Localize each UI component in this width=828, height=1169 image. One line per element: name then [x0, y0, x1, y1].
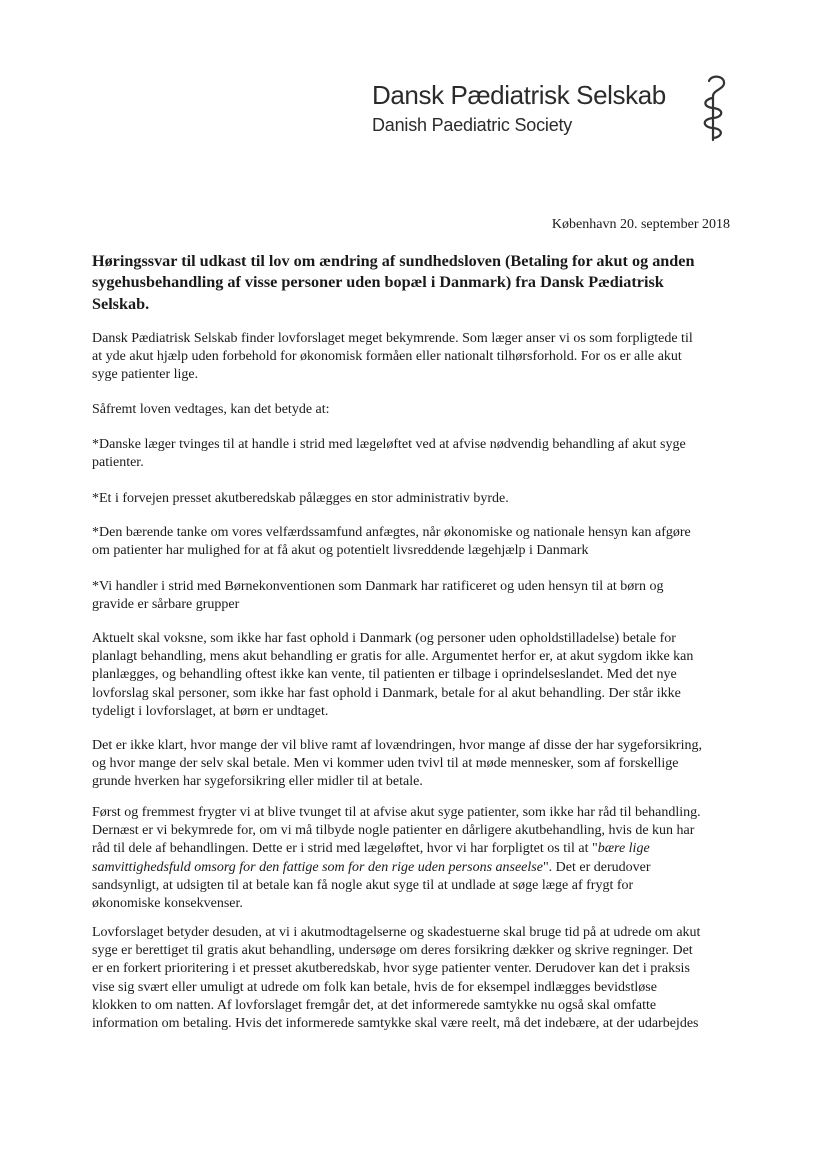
- logo-name: Dansk Pædiatrisk Selskab: [372, 80, 666, 110]
- text-line: sandsynligt, at udsigten til at betale kan få nogle akut syge til at undlade at søge læge af frygt for: [92, 877, 634, 893]
- text-line: information om betaling. Hvis det informerede samtykke skal være reelt, må det indebære, at der udarbejdes: [92, 1016, 699, 1032]
- text-line: planlægges, og behandling oftest ikke kan vente, til patienten er tilbage i oprindelseslandet. Med det nye: [92, 667, 677, 683]
- text-line: klokken to om natten. Af lovforslaget fremgår det, at det informerede samtykke nu også skal omfatte: [92, 997, 657, 1013]
- text-line: Aktuelt skal voksne, som ikke har fast ophold i Danmark (og personer uden opholdstilladelse) betale for: [92, 631, 676, 646]
- text-line: syge er berettiget til gratis akut behandling, undersøge om deres forsikring dækker og skrive regninger. Det: [92, 943, 693, 959]
- bullet-welfare-society: [92, 524, 742, 560]
- bullet-doctors-forced: [92, 436, 742, 472]
- text-line: gravide er sårbare grupper: [92, 597, 240, 613]
- text-line: Det er ikke klart, hvor mange der vil blive ramt af lovændringen, hvor mange af disse der har sygeforsikring,: [92, 738, 702, 753]
- text-line: *Et i forvejen presset akutberedskab pålægges en stor administrativ byrde.: [92, 491, 509, 506]
- text-segment: råd til dele af behandlingen. Dette er i strid med lægeløftet, hvor vi har forpligtet os til at ": [92, 841, 598, 857]
- text-line: [92, 859, 742, 877]
- quote-text: samvittighedsfuld omsorg for den fattige som for den rige uden persons anseelse: [92, 859, 543, 875]
- society-logo: [372, 74, 732, 144]
- text-line: *Den bærende tanke om vores velfærdssamfund anfægtes, når økonomiske og nationale hensyn kan afgøre: [92, 525, 691, 540]
- bullet-childrens-convention: [92, 578, 742, 614]
- letter-heading: Høringssvar til udkast til lov om ændring af sundhedsloven (Betaling for akut og anden sygehusbehandling af visse personer uden bopæl i Danmark) fra Dansk Pædiatrisk Selskab.: [92, 252, 695, 313]
- text-line: *Danske læger tvinges til at handle i strid med lægeløftet ved at afvise nødvendig behandling af akut syge: [92, 437, 686, 452]
- paragraph-current-rules: [92, 630, 742, 721]
- text-line: og hvor mange der selv skal betale. Men vi kommer uden tvivl til at møde mennesker, som af forskellige: [92, 756, 679, 772]
- text-line: at yde akut hjælp uden forbehold for økonomisk formåen eller nationalt tilhørsforhold. For os er alle akut: [92, 349, 682, 365]
- text-line: Såfremt loven vedtages, kan det betyde at:: [92, 402, 330, 417]
- paragraph-concerns: [92, 804, 742, 913]
- text-line: Dernæst er vi bekymrede for, om vi må tilbyde nogle patienter en dårligere akutbehandling, hvis de kun har: [92, 823, 695, 839]
- paragraph-intro: [92, 330, 742, 385]
- text-line: Dansk Pædiatrisk Selskab finder lovforslaget meget bekymrende. Som læger anser vi os som forpligtede til: [92, 331, 693, 346]
- text-line: grunde hverken har sygeforsikring eller midler til at betale.: [92, 774, 423, 790]
- text-line: tydeligt i lovforslaget, at børn er undtaget.: [92, 703, 329, 719]
- logo-subtitle: Danish Paediatric Society: [372, 115, 573, 135]
- quote-text: bære lige: [597, 841, 650, 857]
- letter-date: København 20. september 2018: [551, 217, 730, 232]
- text-line: Lovforslaget betyder desuden, at vi i akutmodtagelserne og skadestuerne skal bruge tid på at udrede om akut: [92, 925, 701, 940]
- text-line: *Vi handler i strid med Børnekonventionen som Danmark har ratificeret og uden hensyn til at børn og: [92, 579, 664, 594]
- text-line: vise sig svært eller umuligt at udrede om folk kan betale, hvis de for eksempel indlægges bevidstløse: [92, 979, 657, 995]
- bullet-administrative-burden: [92, 490, 742, 508]
- text-line: lovforslag skal personer, som ikke har fast ophold i Danmark, betale for al akut behandling. Der står ikke: [92, 685, 681, 701]
- paragraph-uncertainty: [92, 737, 742, 792]
- text-line: syge patienter lige.: [92, 367, 199, 383]
- text-line: patienter.: [92, 455, 144, 471]
- text-line: økonomiske konsekvenser.: [92, 896, 243, 912]
- paragraph-consequences-lead: [92, 401, 742, 419]
- text-line: om patienter har mulighed for at få akut og potentielt livsreddende lægehjælp i Danmark: [92, 543, 589, 559]
- text-line: er en forkert prioritering i et presset akutberedskab, hvor syge patienter venter. Derudover kan det i praksis: [92, 961, 690, 977]
- text-line: planlagt behandling, mens akut behandling er gratis for alle. Argumentet herfor er, at akut sygdom ikke kan: [92, 649, 694, 665]
- text-segment: ". Det er derudover: [542, 859, 651, 875]
- text-line: Først og fremmest frygter vi at blive tvunget til at afvise akut syge patienter, som ikke har råd til behandling.: [92, 805, 701, 820]
- paragraph-administration: [92, 924, 742, 1033]
- staff-of-asclepius-icon: [699, 74, 729, 142]
- text-line: [92, 840, 742, 858]
